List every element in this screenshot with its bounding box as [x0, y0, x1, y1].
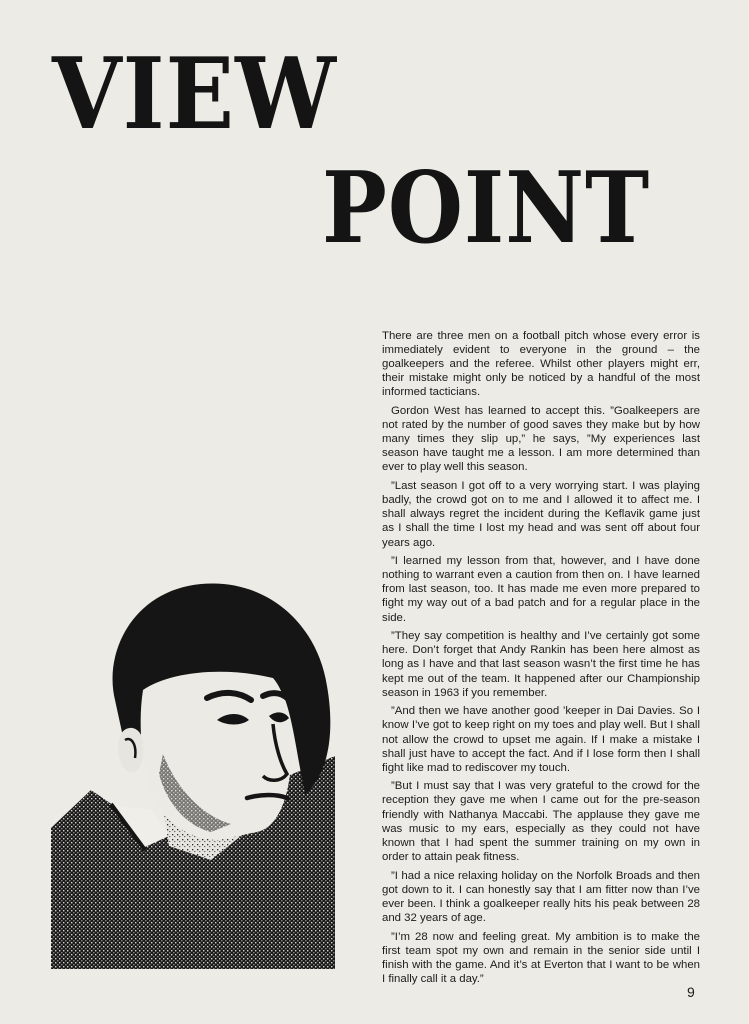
- headline-point: POINT: [322, 149, 651, 266]
- goalkeeper-portrait-photo: [51, 578, 335, 969]
- headline-view: VIEW: [52, 35, 337, 152]
- article-paragraph: ”I had a nice relaxing holiday on the Norfolk Broads and then got down to it. I can honestly say that I am fitter now than I’ve ever been. I think a goalkeeper really hits his peak between 28 and 32 years of age.: [382, 869, 700, 924]
- article-body: [382, 329, 700, 990]
- article-paragraph: ”And then we have another good ’keeper in Dai Davies. So I know I’ve got to keep right on my toes and play well. But I shall not allow the crowd to upset me again. If I make a mistake I shall just have to accept the fact. And if I lose form then I shall fight like mad to rediscover my touch.: [382, 705, 700, 774]
- article-paragraph: There are three men on a football pitch whose every error is immediately evident to everyone in the ground – the goalkeepers and the referee. Whilst other players might err, their mistake might only be noticed by a handful of the most informed tacticians.: [382, 330, 700, 399]
- page-number: 9: [687, 984, 695, 1000]
- article-paragraph: ”I’m 28 now and feeling great. My ambition is to make the first team spot my own and remain in the senior side until I finish with the game. And it’s at Everton that I want to be when I finally call it a day.”: [382, 930, 700, 985]
- article-paragraph: ”I learned my lesson from that, however, and I have done nothing to warrant even a caution from then on. I have learned from last season, too. It has made me even more prepared to fight my way out of a bad patch and for a regular place in the side.: [382, 555, 700, 624]
- article-paragraph: ”Last season I got off to a very worrying start. I was playing badly, the crowd got on to me and I allowed it to affect me. I shall always regret the incident during the Keflavik game just as I shall the time I lost my head and was sent off about four years ago.: [382, 480, 700, 549]
- article-paragraph: ”They say competition is healthy and I’ve certainly got some here. Don’t forget that Andy Rankin has been here almost as long as I have and that last season wasn’t the first time he has kept me out of the team. It happened after our Championship season in 1963 if you remember.: [382, 630, 700, 699]
- article-paragraph: ”But I must say that I was very grateful to the crowd for the reception they gave me when I came out for the pre-season friendly with Nathanya Maccabi. The applause they gave me was music to my ears, especially as they could not have known that I had spent the summer training on my own in order to attain peak fitness.: [382, 780, 700, 863]
- article-paragraph: Gordon West has learned to accept this. ”Goalkeepers are not rated by the number of good saves they make but by how many times they slip up,” he says, ”My experiences last season have taught me a lesson. I am more determined than ever to play well this season.: [382, 405, 700, 474]
